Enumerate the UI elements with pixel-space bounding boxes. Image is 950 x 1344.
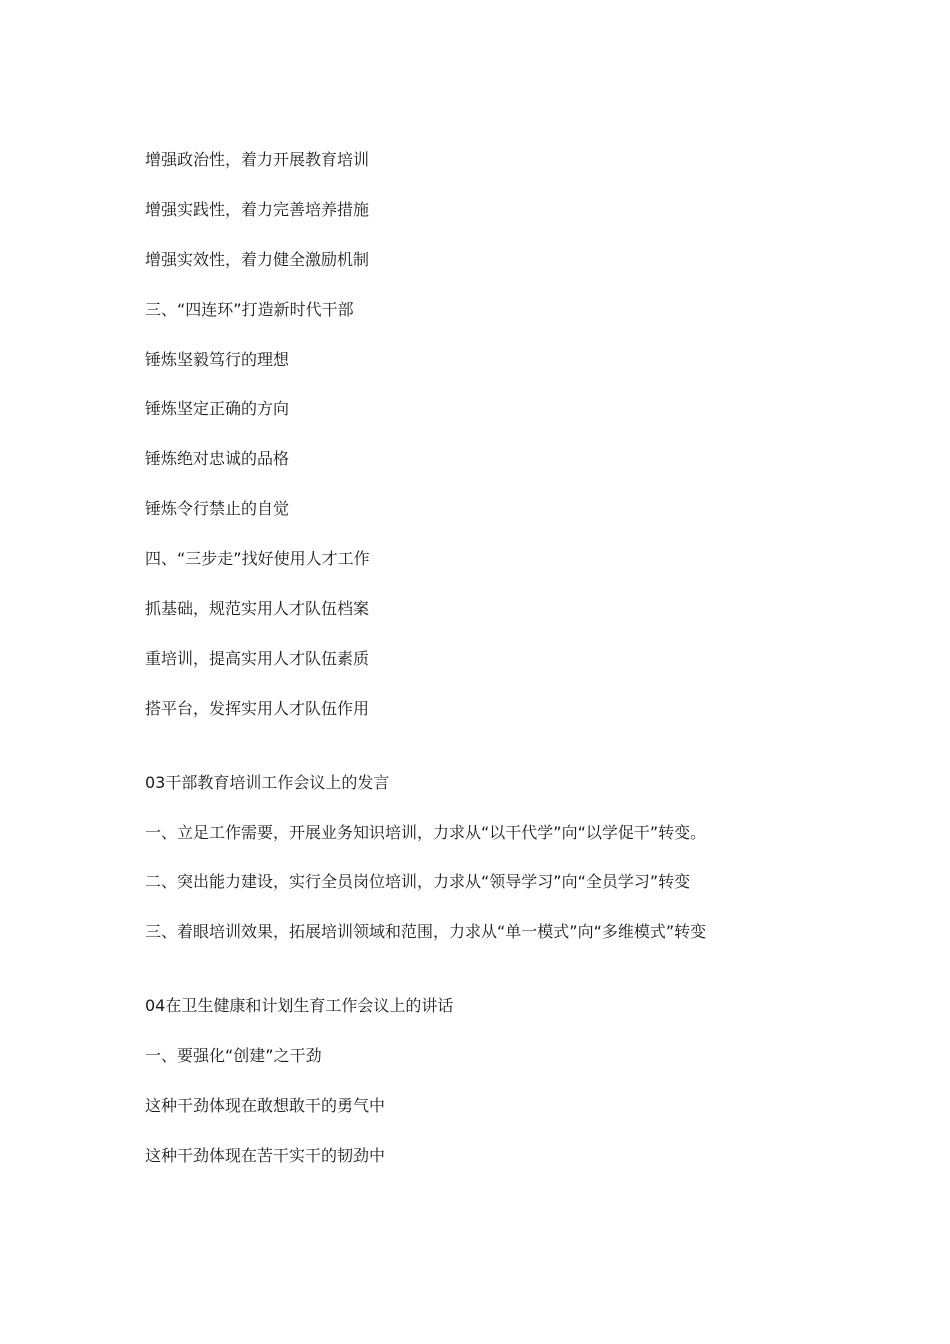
document-body: [145, 148, 905, 1194]
section-04-item: 这种干劲体现在敢想敢干的勇气中: [145, 1096, 386, 1116]
section-03-item: 三、着眼培训效果，拓展培训领域和范围，力求从“单一模式”向“多维模式”转变: [145, 922, 707, 942]
text-line: 抓基础，规范实用人才队伍档案: [145, 599, 370, 619]
section-03-item: 一、立足工作需要，开展业务知识培训，力求从“以干代学”向“以学促干”转变。: [145, 822, 707, 842]
text-line: 搭平台，发挥实用人才队伍作用: [145, 698, 370, 718]
text-line: 增强政治性，着力开展教育培训: [145, 150, 370, 169]
section-03-item: 二、突出能力建设，实行全员岗位培训，力求从“领导学习”向“全员学习”转变: [145, 872, 691, 892]
section-03-heading: 03干部教育培训工作会议上的发言: [145, 772, 390, 792]
text-line: 重培训，提高实用人才队伍素质: [145, 648, 370, 668]
text-line: 锤炼绝对忠诚的品格: [145, 449, 290, 469]
section-04-heading: 04在卫生健康和计划生育工作会议上的讲话: [145, 996, 454, 1016]
section-heading: 四、“三步走”找好使用人才工作: [145, 549, 370, 569]
section-heading: 三、“四连环”打造新时代干部: [145, 299, 354, 319]
section-04-item: 一、要强化“创建”之干劲: [145, 1046, 322, 1066]
section-spacer: [145, 747, 905, 771]
text-line: 锤炼坚定正确的方向: [145, 399, 290, 419]
section-04-item: 这种干劲体现在苦干实干的韧劲中: [145, 1145, 386, 1165]
text-line: 增强实效性，着力健全激励机制: [145, 249, 370, 269]
text-line: 锤炼令行禁止的自觉: [145, 499, 290, 519]
section-spacer: [145, 970, 905, 994]
text-line: 增强实践性，着力完善培养措施: [145, 199, 370, 219]
text-line: 锤炼坚毅笃行的理想: [145, 349, 290, 369]
